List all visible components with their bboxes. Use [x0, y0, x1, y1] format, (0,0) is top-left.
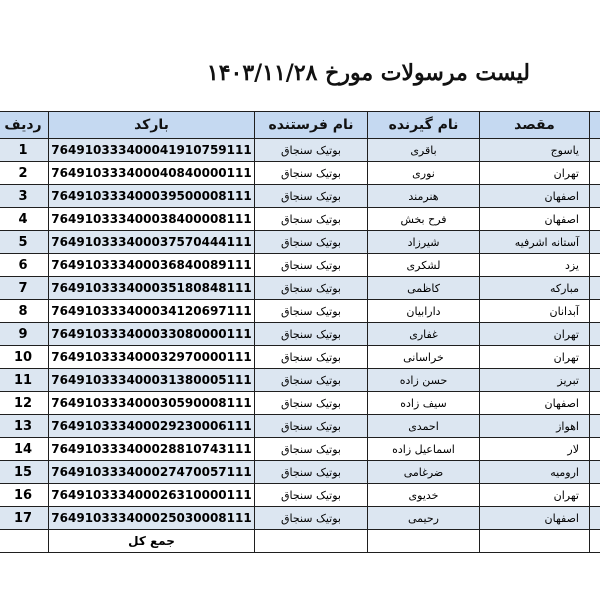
row-number-cell: 11	[0, 369, 49, 392]
extra-cell	[590, 231, 600, 254]
receiver-cell: خراسانی	[368, 346, 480, 369]
barcode-cell: 764910333400038400008111	[49, 208, 255, 231]
extra-cell	[590, 185, 600, 208]
destination-cell: یزد	[480, 254, 590, 277]
extra-cell	[590, 162, 600, 185]
barcode-cell: 764910333400037570444111	[49, 231, 255, 254]
barcode-cell: 764910333400041910759111	[49, 139, 255, 162]
receiver-cell: احمدی	[368, 415, 480, 438]
table-row	[0, 484, 600, 507]
sender-cell: بوتیک سنجاق	[255, 277, 368, 300]
extra-cell	[590, 254, 600, 277]
table-body	[0, 139, 600, 530]
receiver-cell: باقری	[368, 139, 480, 162]
destination-cell: تهران	[480, 323, 590, 346]
barcode-cell: 764910333400033080000111	[49, 323, 255, 346]
table-row	[0, 461, 600, 484]
table-row	[0, 139, 600, 162]
row-number-cell: 8	[0, 300, 49, 323]
destination-cell: لار	[480, 438, 590, 461]
destination-cell: تهران	[480, 484, 590, 507]
receiver-cell: ضرغامی	[368, 461, 480, 484]
extra-cell	[590, 484, 600, 507]
receiver-cell: اسماعیل زاده	[368, 438, 480, 461]
header-barcode: بارکد	[49, 112, 255, 139]
destination-cell: اصفهان	[480, 185, 590, 208]
extra-cell	[590, 415, 600, 438]
receiver-cell: شیرزاد	[368, 231, 480, 254]
barcode-cell: 764910333400039500008111	[49, 185, 255, 208]
total-row	[0, 530, 600, 553]
header-extra-column	[590, 112, 600, 139]
total-cell-extra	[590, 530, 600, 553]
row-number-cell: 2	[0, 162, 49, 185]
receiver-cell: نوری	[368, 162, 480, 185]
extra-cell	[590, 369, 600, 392]
barcode-cell: 764910333400027470057111	[49, 461, 255, 484]
page-title: لیست مرسولات مورخ ۱۴۰۳/۱۱/۲۸	[206, 60, 530, 86]
destination-cell: تهران	[480, 162, 590, 185]
row-number-cell: 4	[0, 208, 49, 231]
destination-cell: اصفهان	[480, 507, 590, 530]
barcode-cell: 764910333400035180848111	[49, 277, 255, 300]
row-number-cell: 9	[0, 323, 49, 346]
extra-cell	[590, 300, 600, 323]
receiver-cell: دارابیان	[368, 300, 480, 323]
row-number-cell: 5	[0, 231, 49, 254]
table-row	[0, 231, 600, 254]
destination-cell: یاسوج	[480, 139, 590, 162]
sender-cell: بوتیک سنجاق	[255, 231, 368, 254]
receiver-cell: رحیمی	[368, 507, 480, 530]
total-cell-destination	[480, 530, 590, 553]
row-number-cell: 7	[0, 277, 49, 300]
shipments-table	[0, 111, 600, 553]
receiver-cell: سیف زاده	[368, 392, 480, 415]
sender-cell: بوتیک سنجاق	[255, 162, 368, 185]
receiver-cell: فرح بخش	[368, 208, 480, 231]
total-label: جمع کل	[49, 530, 255, 553]
extra-cell	[590, 461, 600, 484]
header-destination: مقصد	[480, 112, 590, 139]
destination-cell: مبارکه	[480, 277, 590, 300]
destination-cell: تهران	[480, 346, 590, 369]
destination-cell: اصفهان	[480, 208, 590, 231]
row-number-cell: 15	[0, 461, 49, 484]
barcode-cell: 764910333400034120697111	[49, 300, 255, 323]
receiver-cell: لشکری	[368, 254, 480, 277]
table-row	[0, 392, 600, 415]
sender-cell: بوتیک سنجاق	[255, 185, 368, 208]
extra-cell	[590, 277, 600, 300]
barcode-cell: 764910333400036840089111	[49, 254, 255, 277]
total-cell-receiver	[368, 530, 480, 553]
receiver-cell: حسن زاده	[368, 369, 480, 392]
receiver-cell: غفاری	[368, 323, 480, 346]
receiver-cell: کاظمی	[368, 277, 480, 300]
sender-cell: بوتیک سنجاق	[255, 323, 368, 346]
row-number-cell: 3	[0, 185, 49, 208]
total-cell-empty	[0, 530, 49, 553]
sender-cell: بوتیک سنجاق	[255, 300, 368, 323]
table-row	[0, 346, 600, 369]
destination-cell: آبدانان	[480, 300, 590, 323]
extra-cell	[590, 323, 600, 346]
row-number-cell: 6	[0, 254, 49, 277]
table-row	[0, 438, 600, 461]
extra-cell	[590, 139, 600, 162]
barcode-cell: 764910333400026310000111	[49, 484, 255, 507]
extra-cell	[590, 392, 600, 415]
table-row	[0, 208, 600, 231]
barcode-cell: 764910333400032970000111	[49, 346, 255, 369]
destination-cell: اصفهان	[480, 392, 590, 415]
sender-cell: بوتیک سنجاق	[255, 461, 368, 484]
barcode-cell: 764910333400025030008111	[49, 507, 255, 530]
sender-cell: بوتیک سنجاق	[255, 438, 368, 461]
row-number-cell: 12	[0, 392, 49, 415]
sender-cell: بوتیک سنجاق	[255, 208, 368, 231]
barcode-cell: 764910333400040840000111	[49, 162, 255, 185]
table-row	[0, 185, 600, 208]
row-number-cell: 14	[0, 438, 49, 461]
sender-cell: بوتیک سنجاق	[255, 369, 368, 392]
sender-cell: بوتیک سنجاق	[255, 139, 368, 162]
header-row-number: ردیف	[0, 112, 49, 139]
header-sender: نام فرستنده	[255, 112, 368, 139]
row-number-cell: 1	[0, 139, 49, 162]
sender-cell: بوتیک سنجاق	[255, 484, 368, 507]
sender-cell: بوتیک سنجاق	[255, 346, 368, 369]
table-row	[0, 415, 600, 438]
destination-cell: تبریز	[480, 369, 590, 392]
receiver-cell: خدیوی	[368, 484, 480, 507]
table-row	[0, 507, 600, 530]
destination-cell: ارومیه	[480, 461, 590, 484]
table-row	[0, 277, 600, 300]
row-number-cell: 10	[0, 346, 49, 369]
row-number-cell: 17	[0, 507, 49, 530]
extra-cell	[590, 346, 600, 369]
sender-cell: بوتیک سنجاق	[255, 507, 368, 530]
row-number-cell: 13	[0, 415, 49, 438]
table-row	[0, 254, 600, 277]
barcode-cell: 764910333400029230006111	[49, 415, 255, 438]
table-header-row	[0, 112, 600, 139]
extra-cell	[590, 208, 600, 231]
destination-cell: اهواز	[480, 415, 590, 438]
extra-cell	[590, 507, 600, 530]
table-row	[0, 369, 600, 392]
total-cell-sender	[255, 530, 368, 553]
barcode-cell: 764910333400031380005111	[49, 369, 255, 392]
sender-cell: بوتیک سنجاق	[255, 415, 368, 438]
sender-cell: بوتیک سنجاق	[255, 254, 368, 277]
table-row	[0, 162, 600, 185]
destination-cell: آستانه اشرفیه	[480, 231, 590, 254]
row-number-cell: 16	[0, 484, 49, 507]
table-row	[0, 300, 600, 323]
barcode-cell: 764910333400028810743111	[49, 438, 255, 461]
receiver-cell: هنرمند	[368, 185, 480, 208]
sender-cell: بوتیک سنجاق	[255, 392, 368, 415]
extra-cell	[590, 438, 600, 461]
table-row	[0, 323, 600, 346]
header-receiver: نام گیرنده	[368, 112, 480, 139]
barcode-cell: 764910333400030590008111	[49, 392, 255, 415]
